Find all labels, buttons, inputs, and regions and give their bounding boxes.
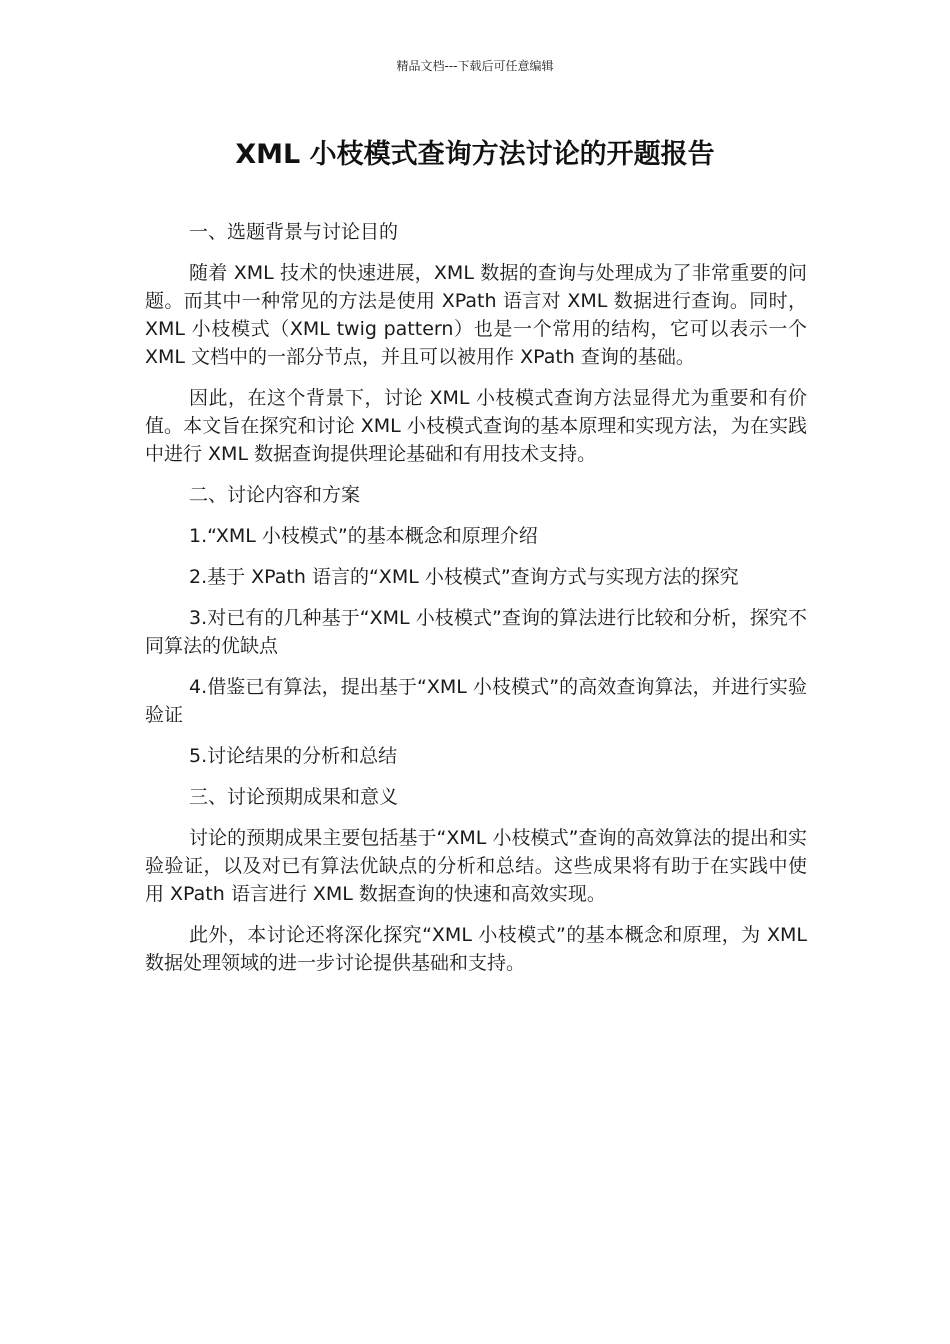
paragraph-background-1: 随着 XML 技术的快速进展，XML 数据的查询与处理成为了非常重要的问题。而其中一种常见的方法是使用 XPath 语言对 XML 数据进行查询。同时，XML 小枝模式（XML twig pattern）也是一个常用的结构，它可以表示一个 XML 文档中的一部分节点，并且可以被用作 XPath 查询的基础。 [145, 262, 807, 368]
paragraph-outcomes-2: 此外，本讨论还将深化探究“XML 小枝模式”的基本概念和原理，为 XML 数据处理领域的进一步讨论提供基础和支持。 [145, 924, 807, 974]
page-header: 精品文档---下载后可任意编辑 [396, 59, 554, 73]
section-heading-content: 二、讨论内容和方案 [189, 484, 361, 506]
document-title: XML 小枝模式查询方法讨论的开题报告 [235, 139, 715, 170]
list-item-2: 2.基于 XPath 语言的“XML 小枝模式”查询方式与实现方法的探究 [189, 566, 739, 588]
list-item-4: 4.借鉴已有算法，提出基于“XML 小枝模式”的高效查询算法，并进行实验验证 [145, 676, 807, 726]
list-item-3: 3.对已有的几种基于“XML 小枝模式”查询的算法进行比较和分析，探究不同算法的优缺点 [145, 607, 807, 657]
section-heading-outcomes: 三、讨论预期成果和意义 [189, 786, 399, 808]
document-body [145, 218, 807, 990]
list-item-1: 1.“XML 小枝模式”的基本概念和原理介绍 [189, 525, 538, 547]
section-heading-background: 一、选题背景与讨论目的 [189, 221, 399, 243]
list-item-5: 5.讨论结果的分析和总结 [189, 745, 398, 767]
paragraph-outcomes-1: 讨论的预期成果主要包括基于“XML 小枝模式”查询的高效算法的提出和实验验证，以及对已有算法优缺点的分析和总结。这些成果将有助于在实践中使用 XPath 语言进行 XML 数据查询的快速和高效实现。 [145, 827, 807, 905]
paragraph-background-2: 因此，在这个背景下，讨论 XML 小枝模式查询方法显得尤为重要和有价值。本文旨在探究和讨论 XML 小枝模式查询的基本原理和实现方法，为在实践中进行 XML 数据查询提供理论基础和有用技术支持。 [145, 387, 807, 465]
